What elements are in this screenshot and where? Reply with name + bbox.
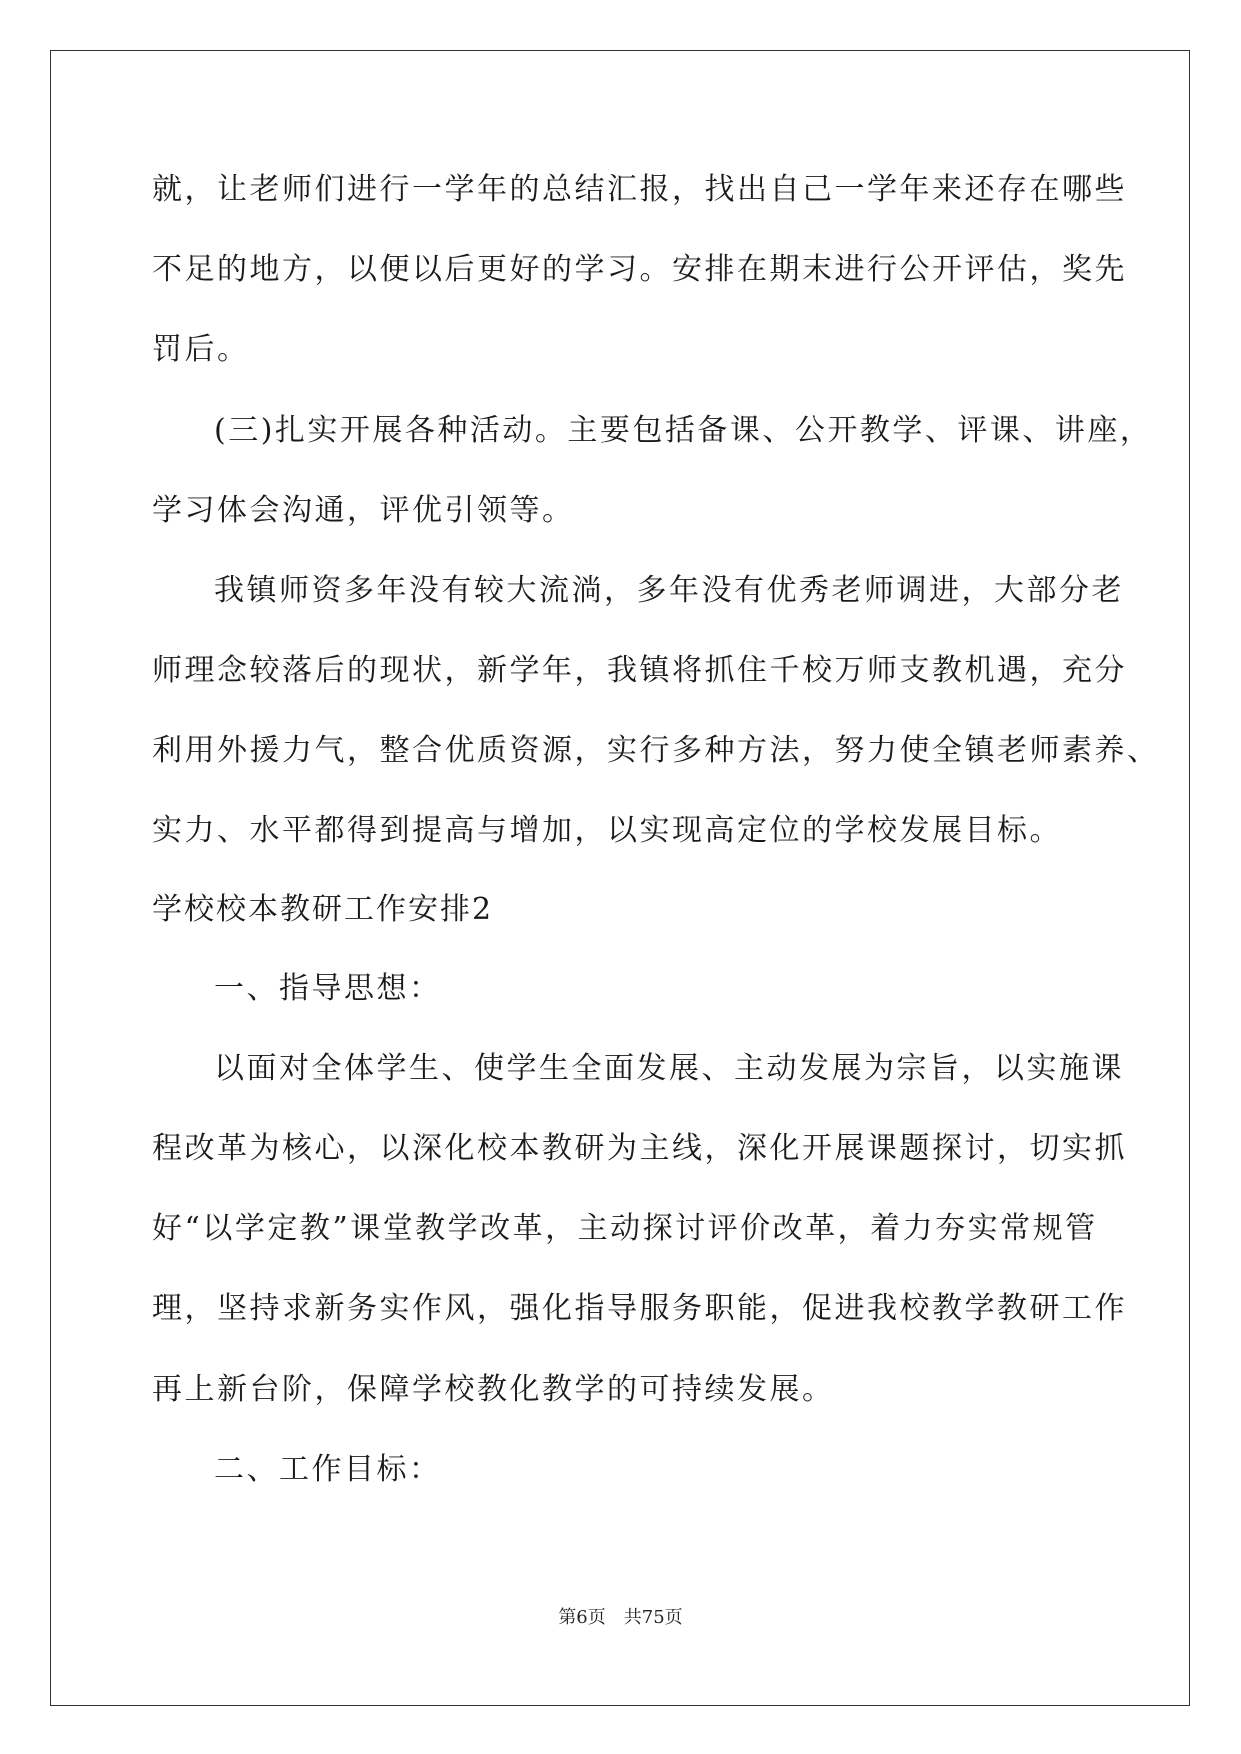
text-line: 罚后。 xyxy=(152,332,250,367)
subheading: 二、工作目标： xyxy=(214,1452,442,1487)
page-footer xyxy=(0,1606,1241,1630)
text-line: 利用外援力气，整合优质资源，实行多种方法，努力使全镇老师素养、 xyxy=(152,733,1160,768)
text-line: 实力、水平都得到提高与增加，以实现高定位的学校发展目标。 xyxy=(152,813,1062,848)
text-line: 不足的地方，以便以后更好的学习。安排在期末进行公开评估，奖先 xyxy=(152,252,1127,287)
section-heading: 学校校本教研工作安排2 xyxy=(152,892,494,927)
text-line: 师理念较落后的现状，新学年，我镇将抓住千校万师支教机遇，充分 xyxy=(152,653,1127,688)
text-line: 程改革为核心，以深化校本教研为主线，深化开展课题探讨，切实抓 xyxy=(152,1131,1127,1166)
page-total: 共75页 xyxy=(623,1607,683,1628)
subheading: 一、指导思想： xyxy=(214,971,442,1006)
page-number: 第6页 xyxy=(558,1607,606,1628)
text-line: 就，让老师们进行一学年的总结汇报，找出自己一学年来还存在哪些 xyxy=(152,172,1127,207)
text-line: 以面对全体学生、使学生全面发展、主动发展为宗旨，以实施课 xyxy=(214,1051,1124,1086)
text-line: 再上新台阶，保障学校教化教学的可持续发展。 xyxy=(152,1372,835,1407)
text-line: 我镇师资多年没有较大流淌，多年没有优秀老师调进，大部分老 xyxy=(214,573,1124,608)
text-line: 好“以学定教”课堂教学改革，主动探讨评价改革，着力夯实常规管 xyxy=(152,1211,1098,1246)
text-line: (三)扎实开展各种活动。主要包括备课、公开教学、评课、讲座， xyxy=(214,413,1153,448)
text-line: 理，坚持求新务实作风，强化指导服务职能，促进我校教学教研工作 xyxy=(152,1291,1127,1326)
text-line: 学习体会沟通，评优引领等。 xyxy=(152,493,575,528)
